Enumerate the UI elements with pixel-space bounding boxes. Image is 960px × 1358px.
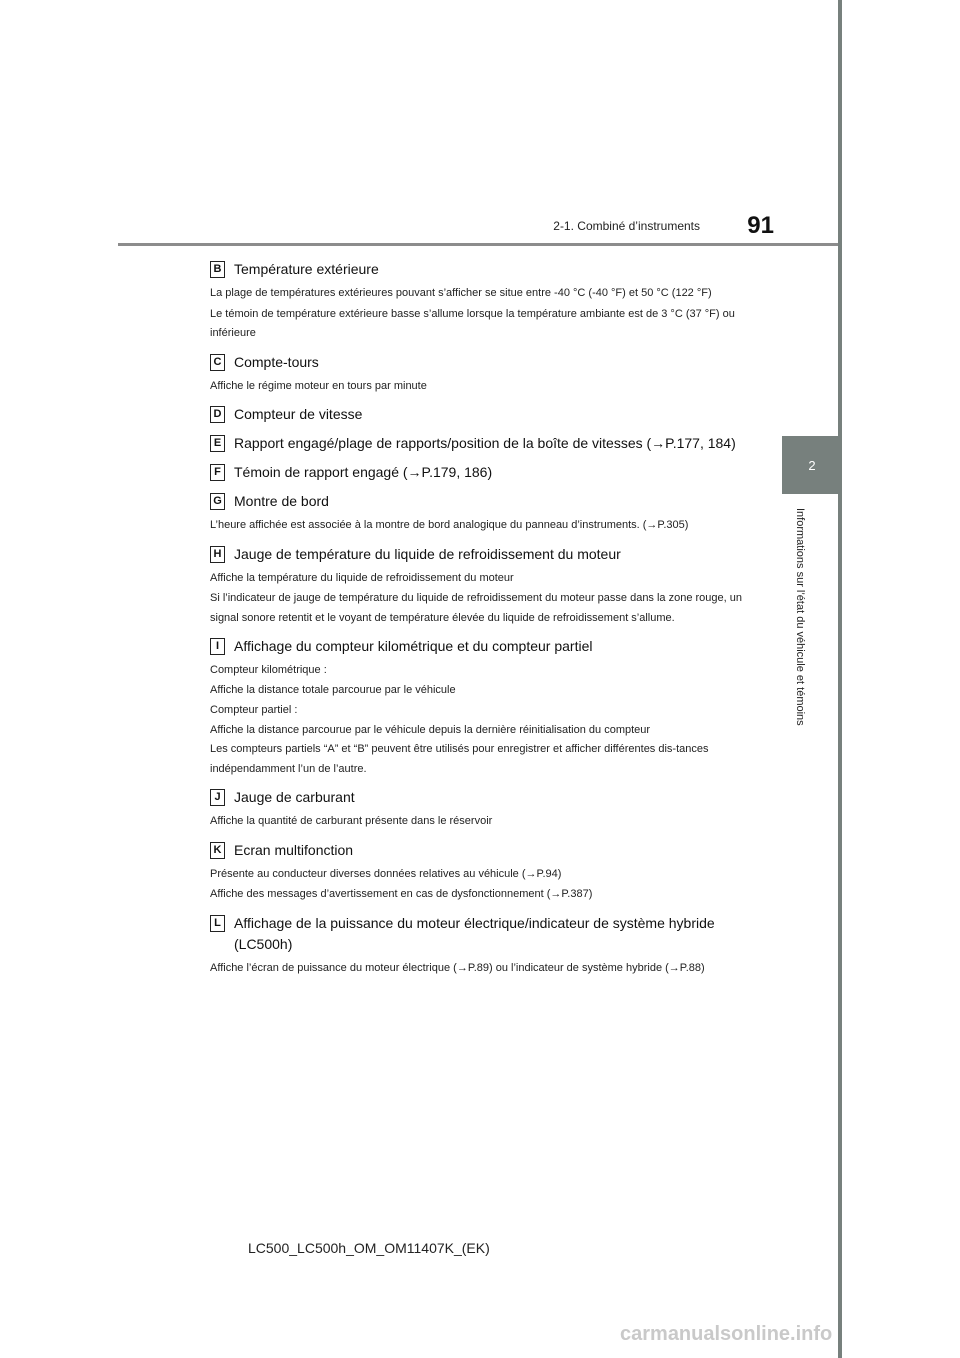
section-heading: Montre de bord (234, 493, 329, 509)
section-heading: Affichage de la puissance du moteur électrique/indicateur de système hybride (LC500h) (234, 914, 715, 952)
section-g (210, 491, 750, 536)
section-desc: Affiche l’écran de puissance du moteur électrique (→P.89) ou l’indicateur de système hybride (→P.88) (210, 961, 705, 974)
section-desc: Affiche la distance parcourue par le véhicule depuis la dernière réinitialisation du compteur (210, 723, 651, 736)
section-desc: Présente au conducteur diverses données relatives au véhicule (→P.94) (210, 867, 562, 880)
side-tab-number: 2 (808, 457, 816, 473)
section-heading: Compteur de vitesse (234, 406, 363, 422)
marker-e: E (210, 435, 225, 452)
header-section-title: 2-1. Combiné d’instruments (553, 219, 700, 233)
section-f (210, 462, 750, 483)
section-heading: Affichage du compteur kilométrique et du compteur partiel (234, 638, 593, 654)
section-desc: Affiche des messages d’avertissement en cas de dysfonctionnement (→P.387) (210, 888, 593, 900)
section-c (210, 352, 750, 397)
section-k (210, 840, 750, 905)
section-j (210, 787, 750, 832)
marker-f: F (210, 464, 225, 481)
side-tab-label: Informations sur l’état du véhicule et témoins (794, 508, 806, 726)
section-desc: Les compteurs partiels “A” et “B” peuvent être utilisés pour enregistrer et afficher différentes dis-tances indépendamment l’un de l’autre. (210, 743, 709, 775)
marker-d: D (210, 406, 225, 423)
marker-g: G (210, 493, 225, 510)
section-desc: L’heure affichée est associée à la montre de bord analogique du panneau d’instruments. (→P.305) (210, 519, 689, 531)
watermark: carmanualsonline.info (620, 1323, 833, 1345)
section-desc: Le témoin de température extérieure basse s’allume lorsque la température ambiante est de 3 °C (37 °F) ou inférieure (210, 307, 735, 339)
side-strip (838, 0, 842, 1358)
section-b (210, 259, 750, 344)
side-tab (782, 436, 842, 494)
section-desc: La plage de températures extérieures pouvant s’afficher se situe entre -40 °C (-40 °F) et 50 °C (122 °F) (210, 287, 712, 299)
section-desc: Compteur kilométrique : (210, 664, 327, 676)
marker-h: H (210, 546, 225, 563)
marker-b: B (210, 261, 225, 278)
section-heading: Ecran multifonction (234, 841, 354, 858)
footer-code: LC500_LC500h_OM_OM11407K_(EK) (248, 1240, 490, 1256)
section-desc: Affiche le régime moteur en tours par minute (210, 379, 427, 392)
content (210, 259, 750, 986)
section-heading: Compte-tours (234, 353, 319, 370)
section-l (210, 913, 750, 979)
section-heading: Jauge de température du liquide de refroidissement du moteur (234, 545, 621, 562)
marker-k: K (210, 842, 225, 859)
section-i (210, 636, 750, 779)
page-number: 91 (747, 212, 774, 239)
section-desc: Si l’indicateur de jauge de température du liquide de refroidissement du moteur passe dans la zone rouge, un signal sonore retentit et le voyant de température élevée du liquide de refroidissement s’allume. (210, 592, 742, 624)
section-desc: Affiche la quantité de carburant présente dans le réservoir (210, 815, 493, 827)
section-desc: Compteur partiel : (210, 704, 298, 716)
section-desc: Affiche la distance totale parcourue par le véhicule (210, 683, 456, 696)
section-h (210, 544, 750, 629)
marker-l: L (210, 915, 225, 932)
header-rule (118, 243, 840, 246)
section-heading: Rapport engagé/plage de rapports/position de la boîte de vitesses (→P.177, 184) (234, 435, 736, 451)
section-e (210, 433, 750, 454)
section-heading: Jauge de carburant (234, 789, 355, 805)
marker-j: J (210, 789, 225, 806)
section-heading: Température extérieure (234, 261, 379, 277)
marker-c: C (210, 354, 225, 371)
section-desc: Affiche la température du liquide de refroidissement du moteur (210, 571, 514, 584)
marker-i: I (210, 638, 225, 655)
section-d (210, 404, 750, 425)
section-heading: Témoin de rapport engagé (→P.179, 186) (234, 464, 493, 480)
